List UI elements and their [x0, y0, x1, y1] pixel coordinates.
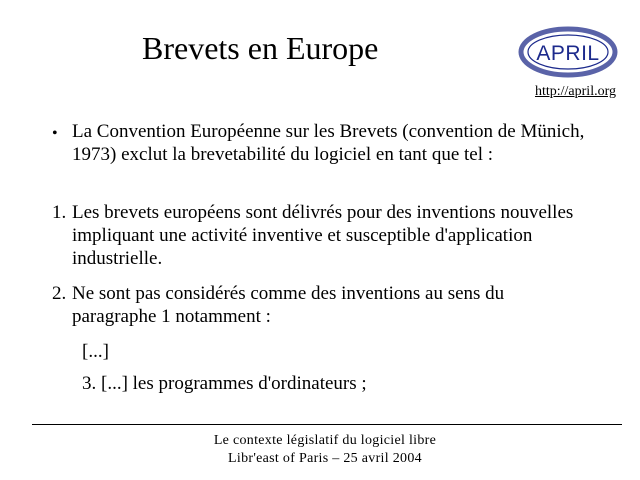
item-text: Ne sont pas considérés comme des inventions au sens du paragraphe 1 notamment : [72, 283, 505, 327]
footer [0, 432, 640, 468]
item-number: 2. [52, 283, 67, 304]
april-logo-text: APRIL [536, 42, 600, 65]
bullet-icon: • [52, 125, 58, 142]
sub-item: 3. [...] les programmes d'ordinateurs ; [82, 373, 367, 394]
item-text: Les brevets européens sont délivrés pour des inventions nouvelles impliquant une activité inventive et susceptible d'application industrielle. [72, 202, 574, 269]
intro-paragraph: La Convention Européenne sur les Brevets (convention de Münich, 1973) exclut la brevetabilité du logiciel en tant que tel : [72, 121, 585, 165]
item-number: 1. [52, 202, 67, 223]
footer-line-1: Le contexte législatif du logiciel libre [213, 433, 437, 448]
footer-line-2: Libr'east of Paris – 25 avril 2004 [228, 451, 422, 466]
april-url-link[interactable]: http://april.org [534, 84, 616, 99]
footer-divider [32, 424, 622, 425]
slide-title: Brevets en Europe [142, 30, 379, 66]
sub-item: [...] [82, 341, 109, 362]
